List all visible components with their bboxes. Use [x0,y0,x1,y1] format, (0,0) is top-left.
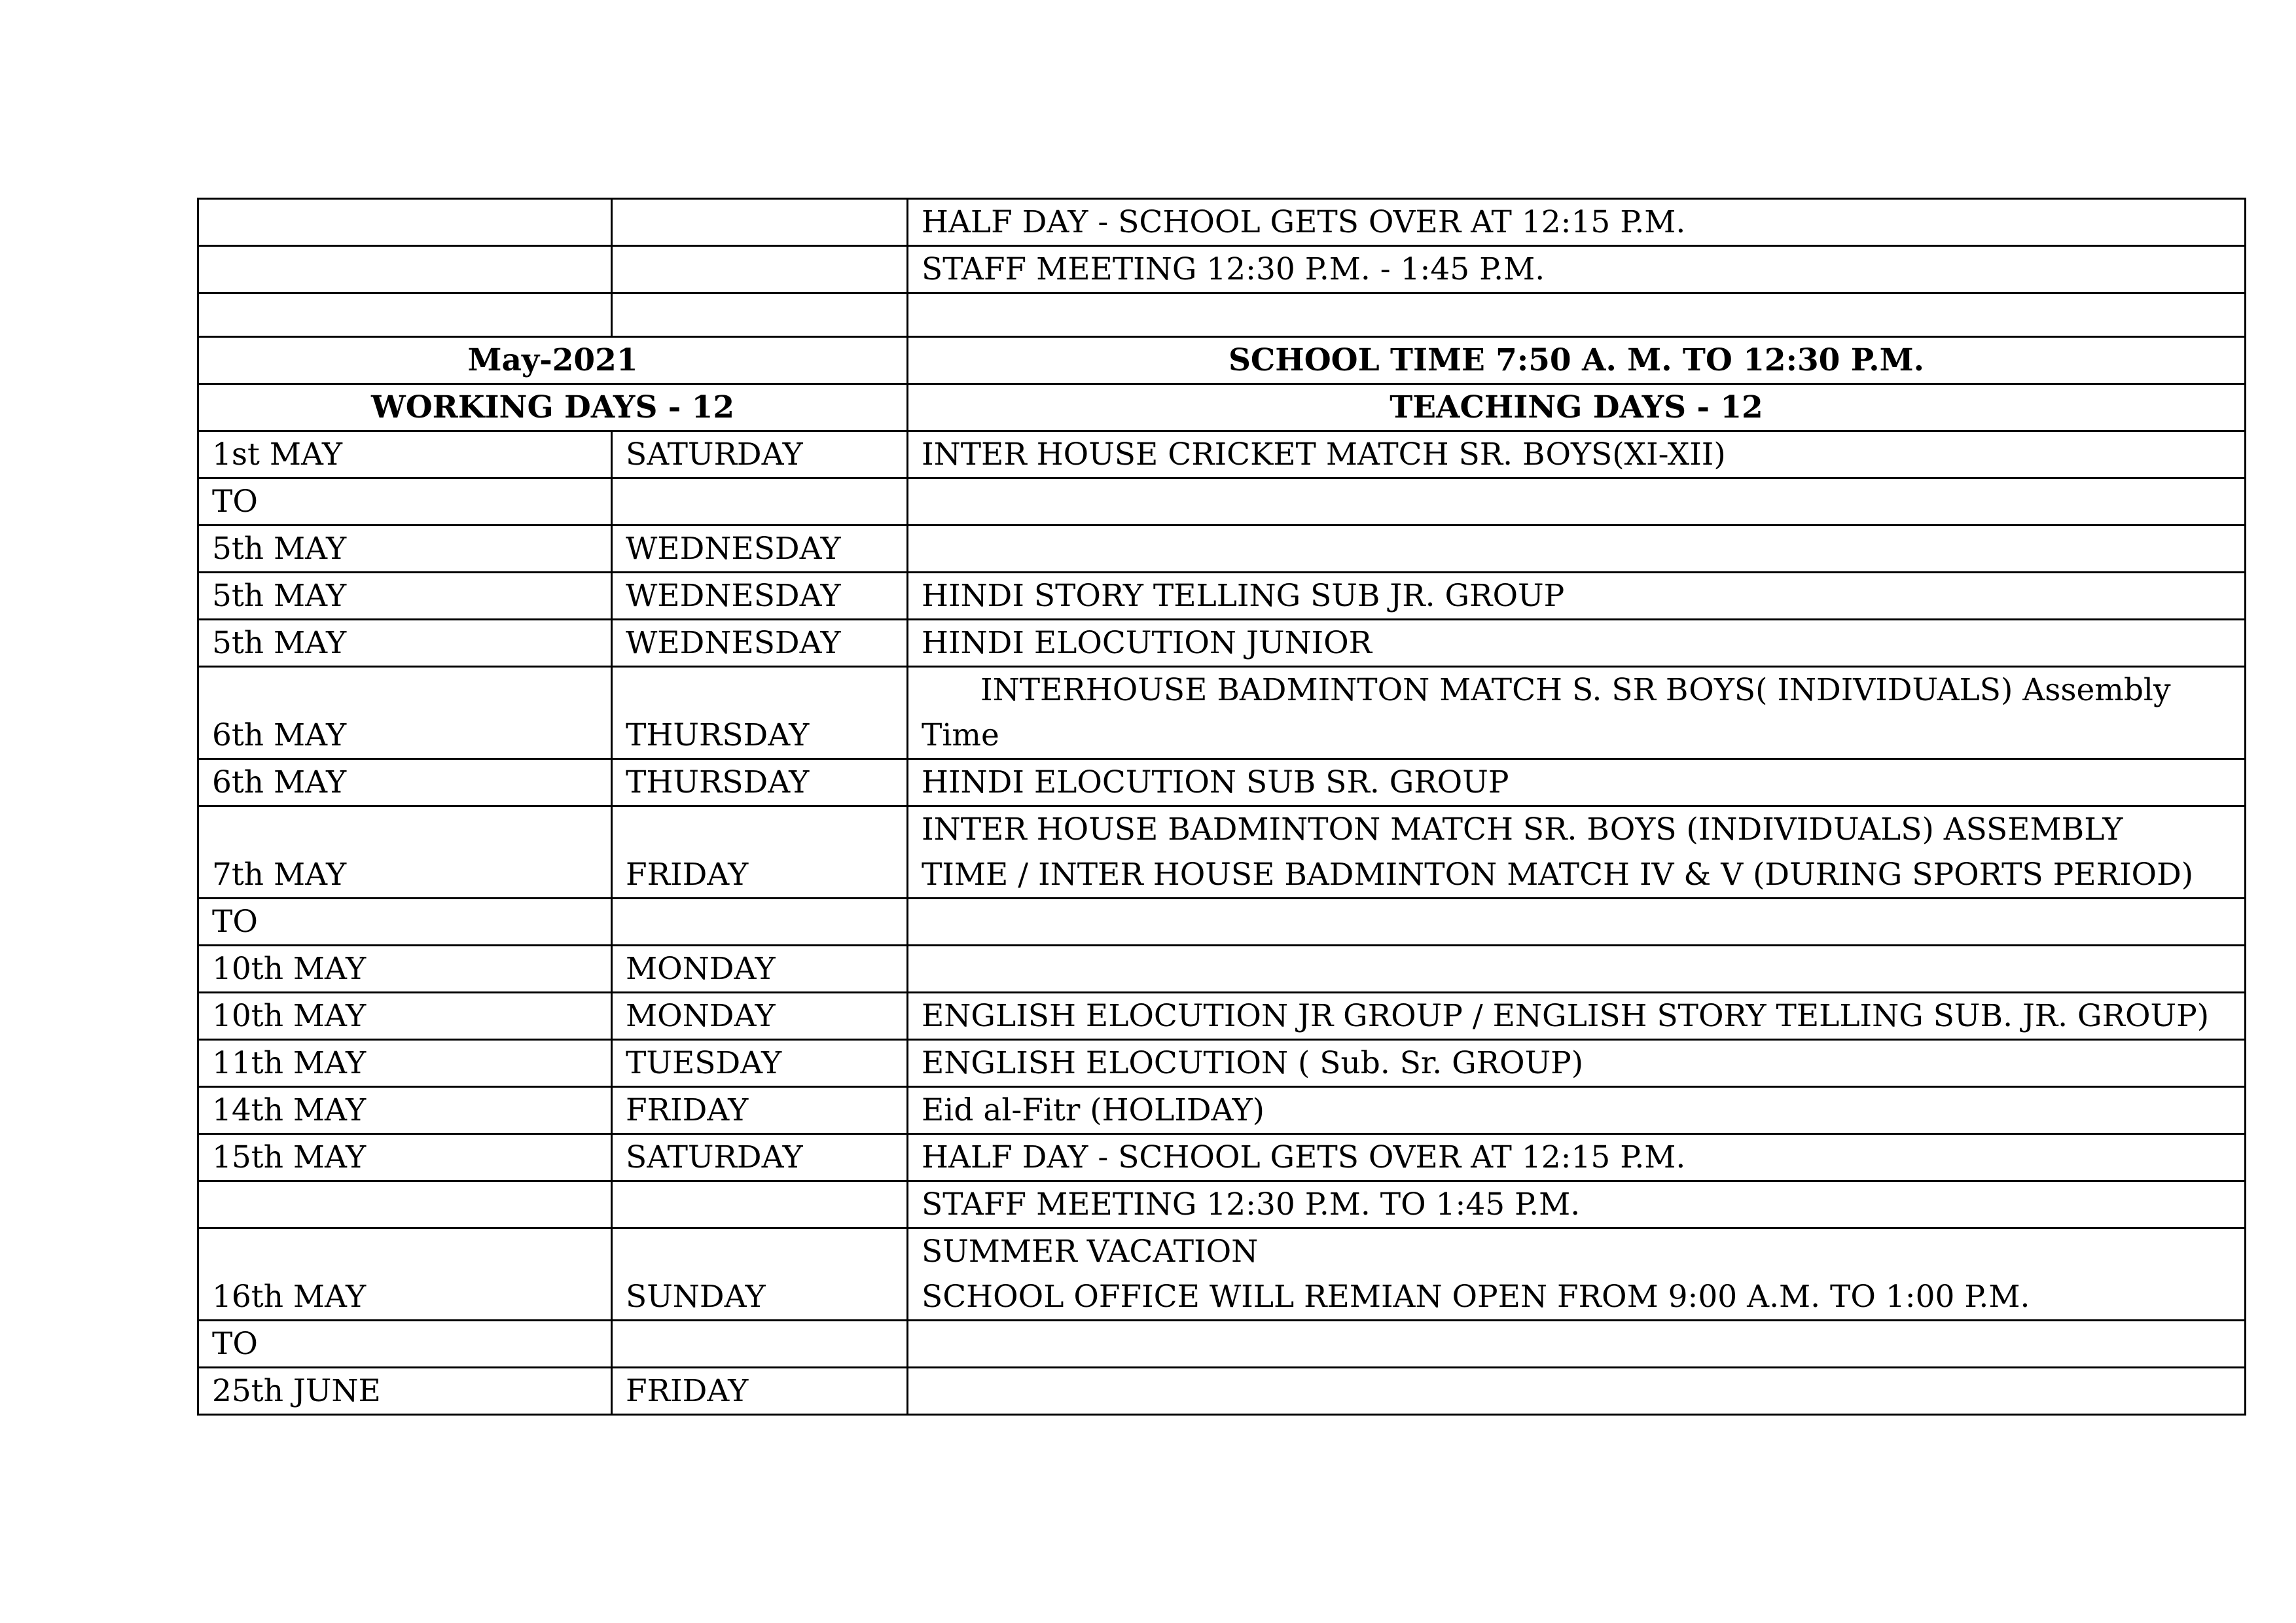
month-title: May-2021 [198,337,908,384]
table-row [198,199,2246,246]
table-row [198,1228,2246,1321]
table-row [198,1368,2246,1415]
table-row [198,1087,2246,1134]
table-row [198,946,2246,993]
event-cell: INTER HOUSE CRICKET MATCH SR. BOYS(XI-XII) [908,431,2246,478]
date-cell: 6th MAY [198,667,612,759]
event-line: SCHOOL OFFICE WILL REMIAN OPEN FROM 9:00 A.M. TO 1:00 P.M. [922,1279,2030,1315]
day-cell: SATURDAY [612,1134,908,1181]
date-cell: 10th MAY [198,946,612,993]
day-cell: SATURDAY [612,431,908,478]
table-row [198,1040,2246,1087]
day-cell: MONDAY [612,993,908,1040]
date-cell: 6th MAY [198,759,612,806]
event-line: INTERHOUSE BADMINTON MATCH S. SR BOYS( INDIVIDUALS) Assembly [980,672,2171,708]
date-cell: 5th MAY [198,573,612,620]
date-cell: 15th MAY [198,1134,612,1181]
day-cell [612,899,908,946]
event-cell [908,1321,2246,1368]
date-cell: TO [198,1321,612,1368]
table-row [198,1181,2246,1228]
event-cell: Eid al-Fitr (HOLIDAY) [908,1087,2246,1134]
table-row [198,431,2246,478]
event-cell [908,293,2246,337]
table-row [198,526,2246,573]
date-cell: 25th JUNE [198,1368,612,1415]
table-row [198,993,2246,1040]
school-time: SCHOOL TIME 7:50 A. M. TO 12:30 P.M. [908,337,2246,384]
month-header-row [198,337,2246,384]
date-cell: 10th MAY [198,993,612,1040]
teaching-days: TEACHING DAYS - 12 [908,384,2246,431]
day-cell: WEDNESDAY [612,620,908,667]
day-cell [612,246,908,293]
date-cell: 16th MAY [198,1228,612,1321]
date-cell [198,246,612,293]
event-cell: HALF DAY - SCHOOL GETS OVER AT 12:15 P.M. [908,199,2246,246]
date-cell [198,199,612,246]
date-cell [198,293,612,337]
date-cell: TO [198,478,612,526]
day-cell [612,199,908,246]
day-cell [612,478,908,526]
event-cell [908,946,2246,993]
table-row [198,899,2246,946]
day-cell: THURSDAY [612,667,908,759]
table-row [198,806,2246,899]
day-cell: MONDAY [612,946,908,993]
event-cell [908,1368,2246,1415]
school-calendar-table [197,198,2246,1416]
date-cell: 14th MAY [198,1087,612,1134]
day-cell: TUESDAY [612,1040,908,1087]
day-cell [612,1321,908,1368]
event-cell: HINDI ELOCUTION JUNIOR [908,620,2246,667]
table-row [198,620,2246,667]
table-row [198,573,2246,620]
date-cell [198,1181,612,1228]
day-cell: SUNDAY [612,1228,908,1321]
table-row [198,1321,2246,1368]
table-row [198,759,2246,806]
date-cell: 7th MAY [198,806,612,899]
day-cell: FRIDAY [612,1087,908,1134]
event-cell: STAFF MEETING 12:30 P.M. TO 1:45 P.M. [908,1181,2246,1228]
event-line: Time [922,717,999,753]
working-days: WORKING DAYS - 12 [198,384,908,431]
event-cell: ENGLISH ELOCUTION JR GROUP / ENGLISH STORY TELLING SUB. JR. GROUP) [908,993,2246,1040]
date-cell: 5th MAY [198,620,612,667]
event-cell: HINDI ELOCUTION SUB SR. GROUP [908,759,2246,806]
table-row [198,246,2246,293]
day-cell [612,293,908,337]
date-cell: TO [198,899,612,946]
event-cell [908,899,2246,946]
event-cell: HALF DAY - SCHOOL GETS OVER AT 12:15 P.M. [908,1134,2246,1181]
day-cell: THURSDAY [612,759,908,806]
table-row [198,293,2246,337]
day-cell: WEDNESDAY [612,526,908,573]
event-cell [908,667,2246,759]
day-cell [612,1181,908,1228]
days-summary-row [198,384,2246,431]
table-row [198,478,2246,526]
date-cell: 1st MAY [198,431,612,478]
date-cell: 5th MAY [198,526,612,573]
day-cell: WEDNESDAY [612,573,908,620]
day-cell: FRIDAY [612,806,908,899]
table-row [198,667,2246,759]
event-cell [908,526,2246,573]
event-line: INTER HOUSE BADMINTON MATCH SR. BOYS (INDIVIDUALS) ASSEMBLY [922,812,2123,847]
event-cell [908,806,2246,899]
event-cell [908,478,2246,526]
day-cell: FRIDAY [612,1368,908,1415]
table-row [198,1134,2246,1181]
event-line: SUMMER VACATION [922,1234,1259,1270]
event-cell [908,1228,2246,1321]
event-cell: ENGLISH ELOCUTION ( Sub. Sr. GROUP) [908,1040,2246,1087]
event-cell: HINDI STORY TELLING SUB JR. GROUP [908,573,2246,620]
event-cell: STAFF MEETING 12:30 P.M. - 1:45 P.M. [908,246,2246,293]
date-cell: 11th MAY [198,1040,612,1087]
event-line: TIME / INTER HOUSE BADMINTON MATCH IV & V (DURING SPORTS PERIOD) [922,857,2194,893]
